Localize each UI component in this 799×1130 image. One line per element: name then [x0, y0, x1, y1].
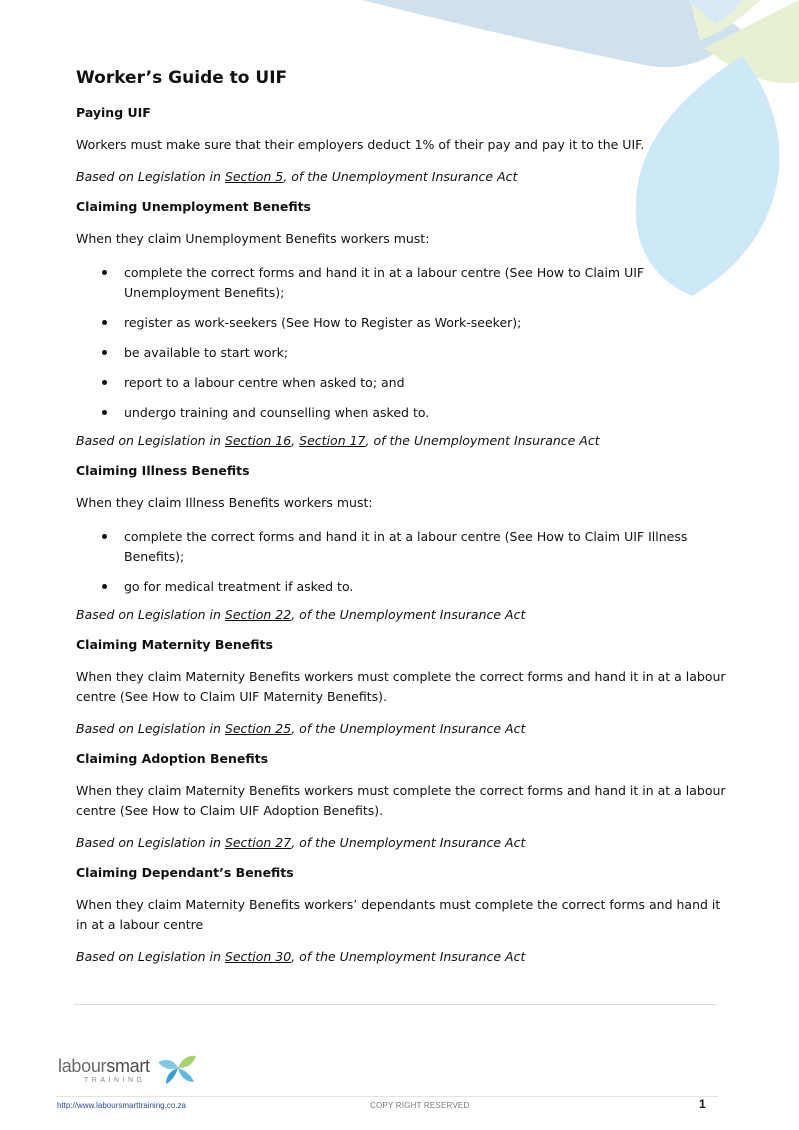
blue-petal-top: [362, 0, 742, 67]
logo-word-labour: labour: [58, 1056, 107, 1076]
bullet-icon: [102, 584, 107, 589]
list-item-text: be available to start work;: [124, 345, 289, 360]
list-item: [76, 343, 726, 363]
list-item: [76, 577, 726, 597]
legal-suffix: , of the Unemployment Insurance Act: [365, 433, 600, 448]
list-item: [76, 527, 726, 567]
document-title: Worker’s Guide to UIF: [76, 68, 288, 88]
bullet-icon: [102, 350, 107, 355]
legal-prefix: Based on Legislation in: [76, 835, 225, 850]
paragraph: Workers must make sure that their employers deduct 1% of their pay and pay it to the UIF.: [76, 137, 645, 152]
section-link[interactable]: Section 22: [224, 607, 292, 622]
section-heading-paying-uif: Paying UIF: [76, 105, 151, 120]
legislation-reference: [76, 949, 726, 965]
bullet-icon: [102, 270, 107, 275]
legislation-reference: [76, 433, 726, 449]
bullet-icon: [102, 410, 107, 415]
legal-prefix: Based on Legislation in: [76, 607, 225, 622]
footer-bottom-divider: [56, 1096, 718, 1097]
list-item: [76, 403, 726, 423]
list-item-text: complete the correct forms and hand it in at a labour centre (See How to Claim UIF Unemployment Benefits);: [124, 265, 645, 300]
footer-divider: [74, 1004, 716, 1005]
list-item: [76, 263, 726, 303]
legal-prefix: Based on Legislation in: [76, 721, 225, 736]
logo-wordmark: [58, 1056, 150, 1077]
legal-prefix: Based on Legislation in: [76, 169, 225, 184]
paragraph: When they claim Maternity Benefits workers must complete the correct forms and hand it in at a labour centre (See How to Claim UIF Adoption Benefits).: [76, 783, 726, 818]
legislation-reference: [76, 835, 726, 851]
logo-subtitle: TRAINING: [84, 1077, 146, 1084]
section-heading-maternity: Claiming Maternity Benefits: [76, 637, 273, 652]
list-item: [76, 373, 726, 393]
bullet-list: [76, 527, 726, 597]
section-heading-adoption: Claiming Adoption Benefits: [76, 751, 269, 766]
section-link[interactable]: Section 16: [224, 433, 292, 448]
list-item-text: complete the correct forms and hand it in at a labour centre (See How to Claim UIF Illness Benefits);: [124, 529, 688, 564]
bullet-icon: [102, 320, 107, 325]
bullet-list: [76, 263, 726, 423]
list-item-text: undergo training and counselling when asked to.: [124, 405, 430, 420]
section-link[interactable]: Section 27: [224, 835, 292, 850]
legislation-reference: [76, 607, 726, 623]
legal-prefix: Based on Legislation in: [76, 433, 225, 448]
intro-text: When they claim Illness Benefits workers must:: [76, 495, 373, 510]
legal-suffix: , of the Unemployment Insurance Act: [291, 835, 526, 850]
list-item: [76, 313, 726, 333]
bullet-icon: [102, 380, 107, 385]
page-number: 1: [699, 1097, 706, 1111]
legal-suffix: , of the Unemployment Insurance Act: [291, 607, 526, 622]
legislation-reference: [76, 721, 726, 737]
legal-suffix: , of the Unemployment Insurance Act: [291, 949, 526, 964]
section-link[interactable]: Section 17: [299, 433, 366, 448]
footer-copyright: COPY RIGHT RESERVED: [370, 1101, 470, 1110]
legal-suffix: , of the Unemployment Insurance Act: [283, 169, 518, 184]
section-link[interactable]: Section 30: [224, 949, 292, 964]
paragraph: When they claim Maternity Benefits workers’ dependants must complete the correct forms and hand it in at a labour centre: [76, 897, 721, 932]
laboursmart-logo: [58, 1050, 208, 1090]
section-heading-unemployment: Claiming Unemployment Benefits: [76, 199, 311, 214]
document-body: [76, 66, 726, 979]
logo-petal-icon: [154, 1052, 200, 1088]
paragraph: When they claim Maternity Benefits workers must complete the correct forms and hand it in at a labour centre (See How to Claim UIF Maternity Benefits).: [76, 669, 726, 704]
logo-word-smart: smart: [106, 1056, 150, 1076]
footer-website-link[interactable]: http://www.laboursmarttraining.co.za: [57, 1101, 186, 1110]
list-item-text: go for medical treatment if asked to.: [124, 579, 354, 594]
legislation-reference: [76, 169, 726, 185]
legal-separator: ,: [291, 433, 300, 448]
intro-text: When they claim Unemployment Benefits workers must:: [76, 231, 430, 246]
bullet-icon: [102, 534, 107, 539]
list-item-text: report to a labour centre when asked to; and: [124, 375, 405, 390]
list-item-text: register as work-seekers (See How to Register as Work-seeker);: [124, 315, 522, 330]
section-link[interactable]: Section 5: [224, 169, 284, 184]
section-link[interactable]: Section 25: [224, 721, 292, 736]
legal-prefix: Based on Legislation in: [76, 949, 225, 964]
section-heading-illness: Claiming Illness Benefits: [76, 463, 250, 478]
legal-suffix: , of the Unemployment Insurance Act: [291, 721, 526, 736]
section-heading-dependants: Claiming Dependant’s Benefits: [76, 865, 294, 880]
